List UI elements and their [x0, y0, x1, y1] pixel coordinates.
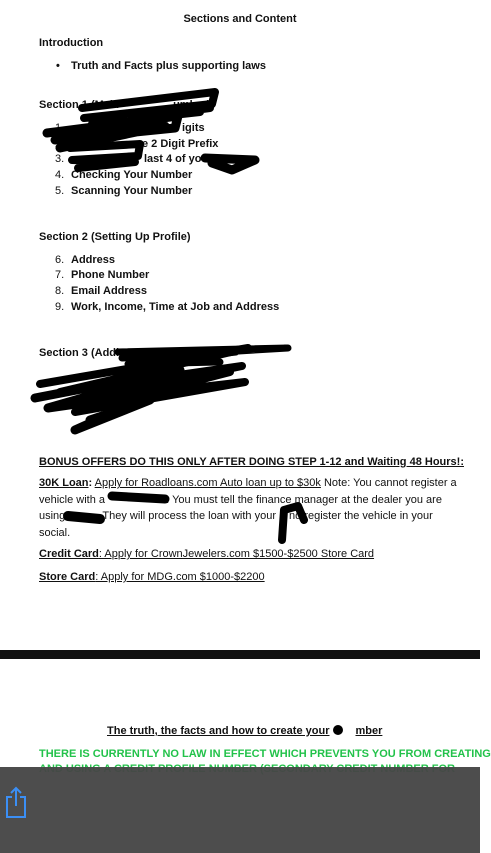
introduction-bullet: • Truth and Facts plus supporting laws: [56, 60, 266, 72]
section2-item-8: 8. Email Address: [55, 285, 148, 297]
section1-item-2-num: 2.: [55, 138, 65, 150]
section2-item-9: 9. Work, Income, Time at Job and Address: [55, 301, 280, 313]
section1-item-3: last 4 of you: [144, 153, 209, 165]
bonus-heading: BONUS OFFERS DO THIS ONLY AFTER DOING STEP 1-12 and Waiting 48 Hours!:: [39, 456, 464, 468]
section2-item-6: 6. Address: [55, 254, 116, 266]
section1-item-4: 4. Checking Your Number: [55, 169, 193, 181]
section2-heading: Section 2 (Setting Up Profile): [39, 231, 191, 243]
page-divider: [0, 650, 480, 659]
loan-paragraph: 30K Loan: Apply for Roadloans.com Auto loan up to $30k Note: You cannot register a vehicle with a r. You must tell the finance manager at the dealer you are using They will process the loan with your nd register the vehicle in your social.: [39, 477, 457, 539]
section1-heading: Section 1 (Maki umber): [39, 99, 211, 111]
bullet-dot: •: [56, 60, 60, 72]
section2-item-7: 7. Phone Number: [55, 269, 150, 281]
roadloans-link[interactable]: Apply for Roadloans.com Auto loan up to $30k: [94, 477, 321, 489]
section1-item-1: igits: [182, 122, 205, 134]
section1-item-2: e 2 Digit Prefix: [142, 138, 219, 150]
share-icon[interactable]: [3, 785, 29, 819]
viewer-toolbar: [0, 767, 480, 853]
introduction-heading: Introduction: [39, 37, 104, 49]
section1-item-5: 5. Scanning Your Number: [55, 185, 193, 197]
store-card-line[interactable]: Store Card: Apply for MDG.com $1000-$2200: [39, 571, 265, 583]
green-warning-line-1: THERE IS CURRENTLY NO LAW IN EFFECT WHICH PREVENTS YOU FROM CREATING: [39, 748, 491, 760]
share-icon-graphic: [3, 785, 29, 819]
section1-item-3-num: 3.: [55, 153, 65, 165]
page2-heading: The truth, the facts and how to create your mber: [107, 725, 383, 737]
document-title: Sections and Content: [183, 13, 297, 25]
credit-card-line[interactable]: Credit Card: Apply for CrownJewelers.com $1500-$2500 Store Card: [39, 548, 375, 560]
document-page-2: [0, 659, 491, 767]
section1-item-1-num: 1.: [55, 122, 65, 134]
section3-heading: Section 3 (Addin: [39, 347, 126, 359]
green-warning-line-2-clipped: [0, 760, 480, 767]
